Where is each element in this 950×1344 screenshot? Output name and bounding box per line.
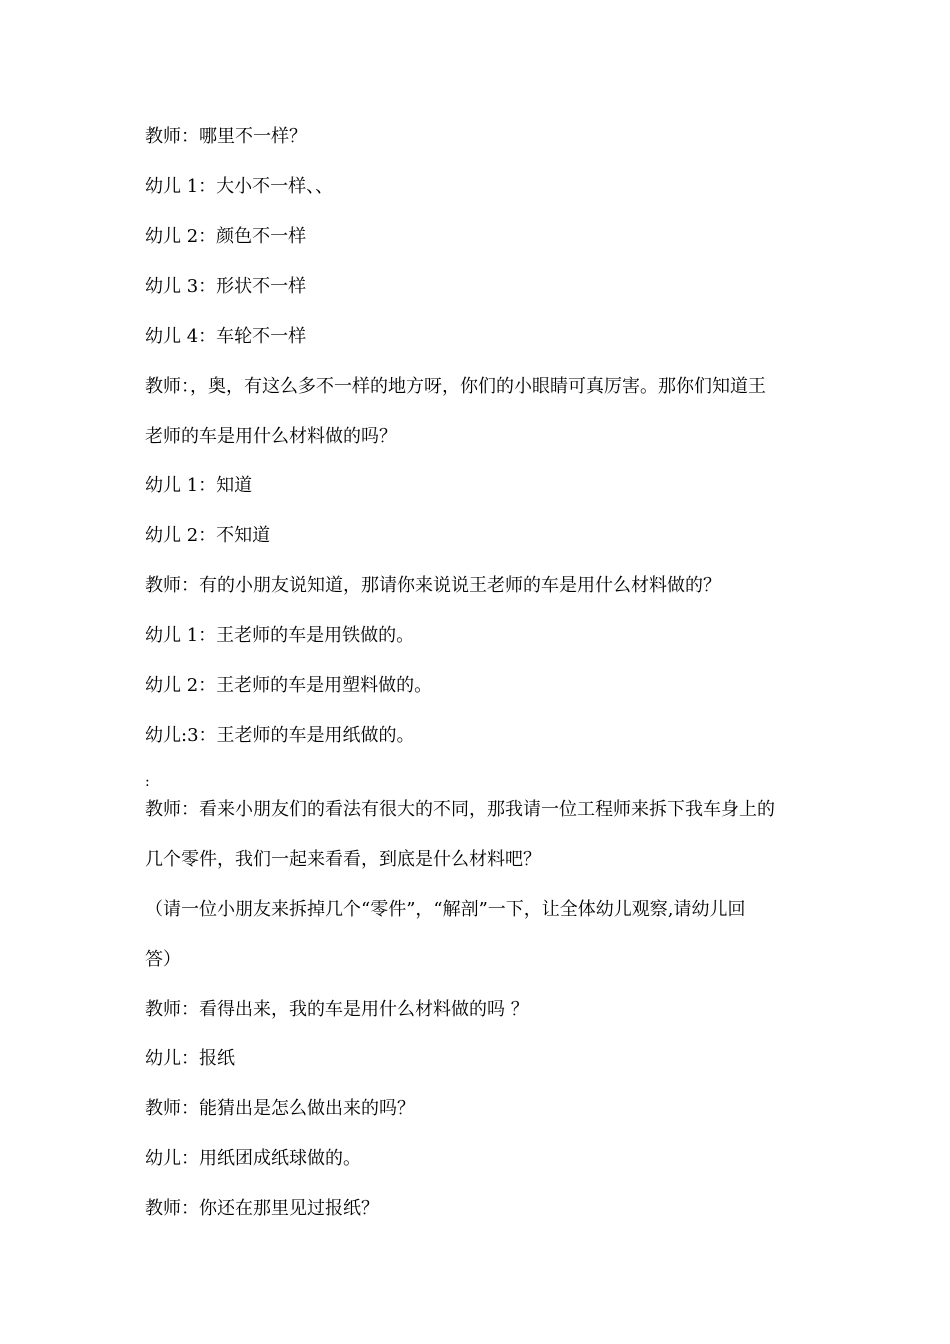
- text-line: 幼儿：报纸: [145, 1048, 235, 1069]
- text-line: 老师的车是用什么材料做的吗？: [145, 426, 397, 447]
- text-line: 幼儿：用纸团成纸球做的。: [145, 1148, 361, 1169]
- text-line: 幼儿 1：知道: [145, 475, 253, 496]
- text-line: 教师：看来小朋友们的看法有很大的不同，那我请一位工程师来拆下我车身上的: [145, 799, 775, 820]
- text-line: 幼儿 4：车轮不一样: [145, 326, 307, 347]
- text-line: 教师：，奥，有这么多不一样的地方呀，你们的小眼睛可真厉害。那你们知道王: [145, 376, 766, 397]
- text-line: 幼儿 2：王老师的车是用塑料做的。: [145, 675, 433, 696]
- text-line: 答）: [145, 949, 181, 970]
- text-line: 几个零件，我们一起来看看，到底是什么材料吧？: [145, 849, 541, 870]
- text-line: 教师：有的小朋友说知道，那请你来说说王老师的车是用什么材料做的？: [145, 575, 721, 596]
- text-line: 教师：看得出来，我的车是用什么材料做的吗 ？: [145, 999, 529, 1020]
- text-line: 教师：你还在那里见过报纸？: [145, 1198, 379, 1219]
- text-line: 幼儿 3：形状不一样: [145, 276, 307, 297]
- text-line: 教师：哪里不一样？: [145, 126, 307, 147]
- stray-colon: :: [145, 774, 150, 790]
- text-line: 幼儿:3：王老师的车是用纸做的。: [145, 725, 415, 746]
- text-line: 幼儿 2：颜色不一样: [145, 226, 307, 247]
- text-line: 教师：能猜出是怎么做出来的吗？: [145, 1098, 415, 1119]
- text-line: 幼儿 1：王老师的车是用铁做的。: [145, 625, 415, 646]
- text-line: 幼儿 2：不知道: [145, 525, 271, 546]
- text-line: 幼儿 1：大小不一样、、: [145, 176, 334, 197]
- text-line: （请一位小朋友来拆掉几个“零件”，“解剖”一下，让全体幼儿观察,请幼儿回: [145, 899, 746, 920]
